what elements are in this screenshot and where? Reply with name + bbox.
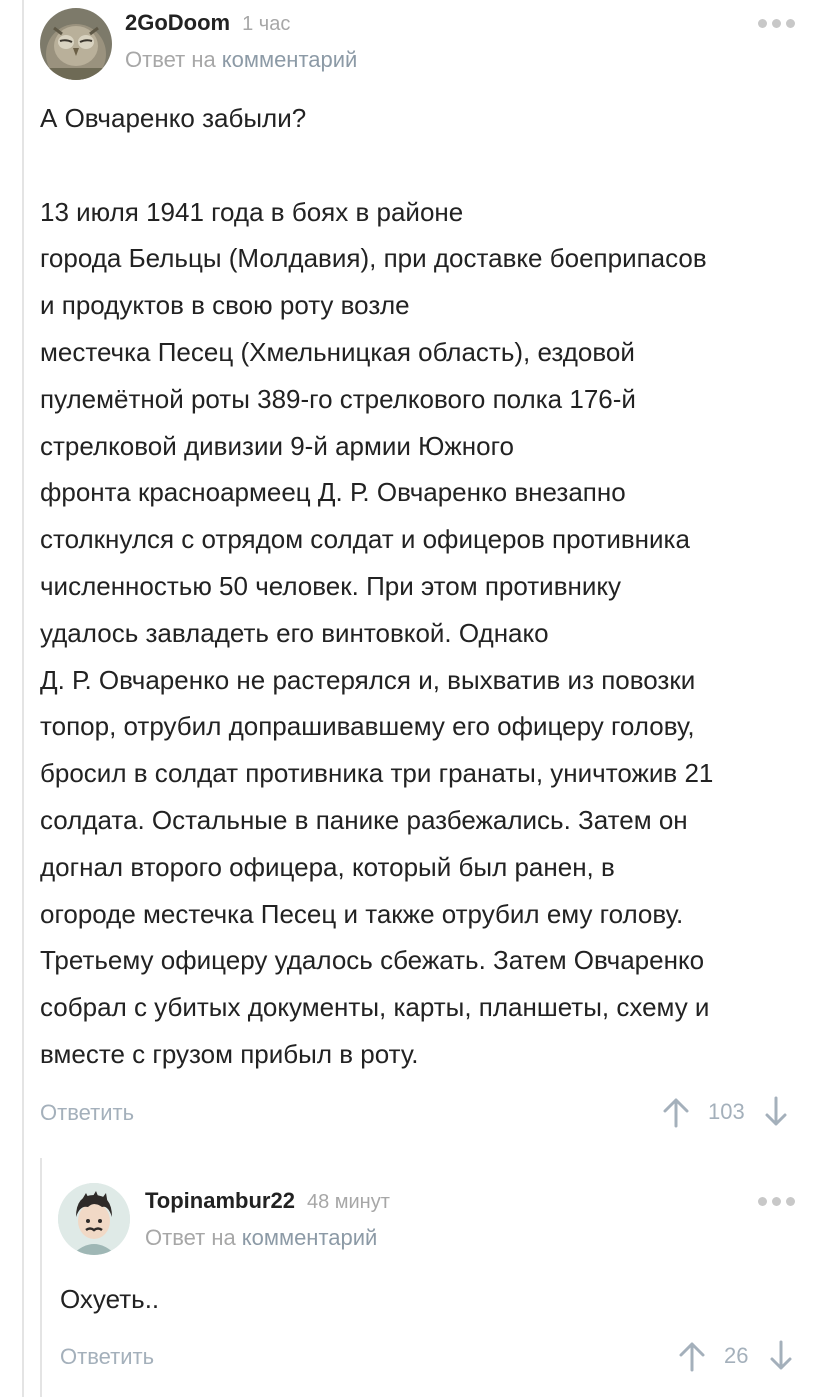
avatar[interactable] [40, 8, 112, 80]
comment-line: А Овчаренко забыли? [40, 103, 307, 133]
comment-line: собрал с убитых документы, карты, планшеты, схему и [40, 992, 710, 1023]
comment-line: столкнулся с отрядом солдат и офицеров противника [40, 524, 690, 555]
reply-thread-line [40, 1158, 42, 1397]
reply-button[interactable]: Ответить [40, 1100, 135, 1125]
comment-line: солдата. Остальные в панике разбежались. Затем он [40, 804, 688, 835]
comment-line: Третьему офицеру удалось сбежать. Затем Овчаренко [40, 945, 705, 976]
rating-value: 103 [708, 1099, 745, 1124]
comment-line: фронта красноармеец Д. Р. Овчаренко внезапно [40, 477, 626, 508]
comment-line: численностью 50 человек. При этом противнику [40, 570, 622, 601]
cartoon-avatar-image [58, 1183, 130, 1255]
arrow-up-icon[interactable] [676, 1340, 708, 1372]
author-name[interactable]: 2GoDoom [125, 10, 231, 35]
comment-body [60, 1276, 800, 1323]
vote-controls [676, 1340, 794, 1372]
comment-line-gap [40, 142, 810, 189]
comment-body [40, 95, 810, 1078]
reply-to-link[interactable]: комментарий [221, 47, 358, 72]
rating-value: 26 [724, 1343, 749, 1368]
reply-to [125, 47, 357, 73]
comment-line: огороде местечка Песец и также отрубил ему голову. [40, 898, 684, 929]
arrow-down-icon[interactable] [763, 1096, 789, 1128]
avatar[interactable] [58, 1183, 130, 1255]
comment-line: стрелковой дивизии 9-й армии Южного [40, 430, 514, 461]
owl-avatar-image [40, 8, 112, 80]
comment-line: догнал второго офицера, который был ранен, в [40, 851, 615, 882]
comment-line: Д. Р. Овчаренко не растерялся и, выхватив из повозки [40, 664, 696, 695]
comment-line: города Бельцы (Молдавия), при доставке боеприпасов [40, 243, 707, 274]
comment-line: пулемётной роты 389-го стрелкового полка 176-й [40, 383, 636, 414]
comment-line: и продуктов в свою роту возле [40, 290, 410, 321]
comment-line: удалось завладеть его винтовкой. Однако [40, 617, 549, 648]
reply-to-link[interactable]: комментарий [241, 1225, 378, 1250]
arrow-up-icon[interactable] [660, 1096, 692, 1128]
vote-controls [660, 1096, 789, 1128]
reply-button[interactable]: Ответить [60, 1344, 155, 1369]
comment-line: бросил в солдат противника три гранаты, уничтожив 21 [40, 758, 714, 789]
comment-line: вместе с грузом прибыл в роту. [40, 1038, 419, 1069]
comment-author[interactable] [125, 10, 290, 36]
more-dots-icon[interactable] [758, 1197, 795, 1206]
thread-line [22, 0, 24, 1397]
comment-line: топор, отрубил допрашивавшему его офицеру голову, [40, 711, 695, 742]
comment-line: 13 июля 1941 года в боях в районе [40, 196, 464, 227]
comment-line: местечка Песец (Хмельницкая область), ездовой [40, 336, 635, 367]
arrow-down-icon[interactable] [768, 1340, 794, 1372]
more-dots-icon[interactable] [758, 19, 795, 28]
author-name[interactable]: Topinambur22 [145, 1188, 295, 1213]
comment-time: 1 час [242, 13, 291, 35]
reply-to [145, 1225, 377, 1251]
comment-author[interactable] [145, 1188, 390, 1214]
comment-line: Охуеть.. [60, 1284, 160, 1314]
reply-to-prefix: Ответ на [125, 47, 216, 72]
reply-to-prefix: Ответ на [145, 1225, 236, 1250]
comment-time: 48 минут [306, 1191, 390, 1213]
